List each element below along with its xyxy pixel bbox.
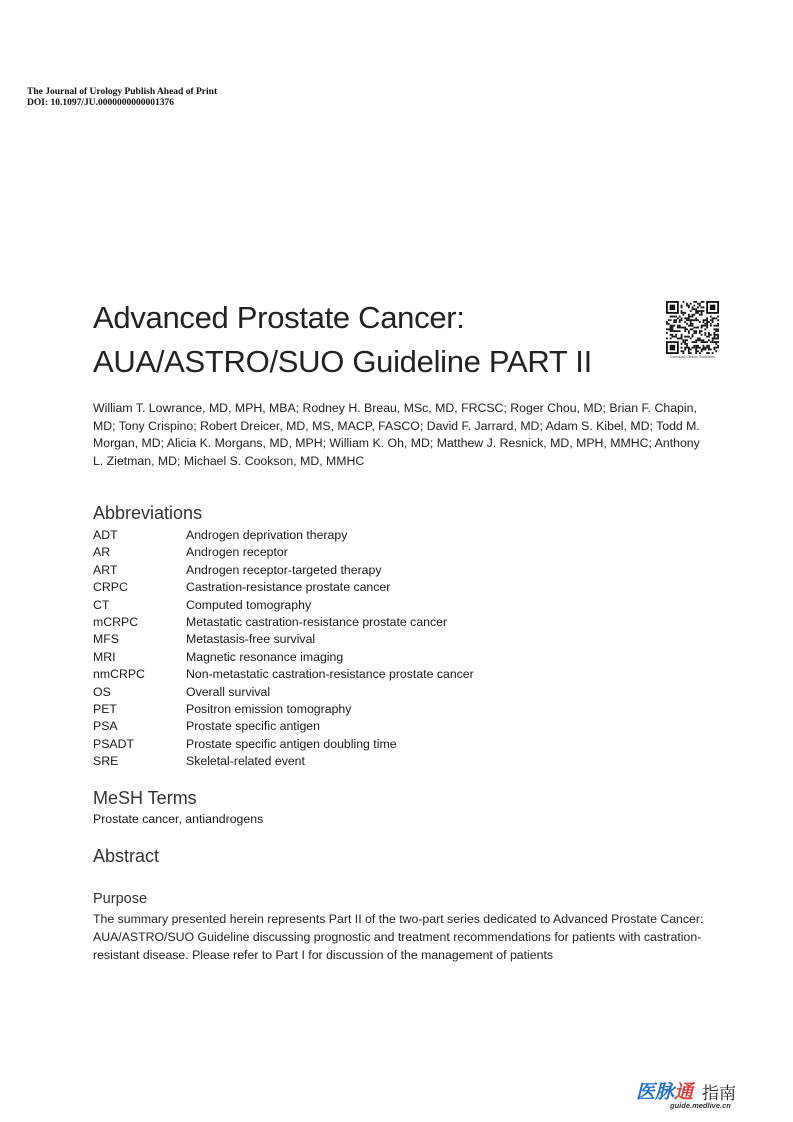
abbreviation-row bbox=[93, 666, 474, 683]
abbreviation-definition: Overall survival bbox=[186, 684, 271, 699]
abbreviation-term: MRI bbox=[93, 649, 116, 664]
journal-doi: DOI: 10.1097/JU.0000000000001376 bbox=[27, 98, 174, 108]
abbreviation-term: PSADT bbox=[93, 736, 134, 751]
qr-code[interactable] bbox=[666, 301, 719, 359]
abbreviation-term: CRPC bbox=[93, 580, 128, 595]
abbreviation-row bbox=[93, 614, 474, 631]
abbreviation-term: ART bbox=[93, 562, 118, 577]
medlive-logo-main: 医脉 bbox=[636, 1082, 675, 1103]
abbreviation-definition: Positron emission tomography bbox=[186, 701, 352, 716]
abbreviation-row bbox=[93, 649, 474, 666]
abbreviation-definition: Magnetic resonance imaging bbox=[186, 649, 344, 664]
abbreviation-row bbox=[93, 631, 474, 648]
watermark-guide-text: 指南 bbox=[702, 1084, 736, 1103]
journal-header bbox=[27, 87, 217, 109]
abbreviation-term: mCRPC bbox=[93, 614, 139, 629]
abbreviation-definition: Computed tomography bbox=[186, 597, 312, 612]
abbreviation-term: MFS bbox=[93, 632, 119, 647]
abbreviation-term: nmCRPC bbox=[93, 667, 145, 682]
abbreviation-definition: Skeletal-related event bbox=[186, 754, 305, 769]
abbreviation-definition: Non-metastatic castration-resistance prostate cancer bbox=[186, 667, 474, 682]
abbreviation-row bbox=[93, 527, 474, 544]
abbreviation-term: OS bbox=[93, 684, 111, 699]
abbreviations-list bbox=[93, 527, 474, 770]
abbreviation-row bbox=[93, 597, 474, 614]
abbreviation-row bbox=[93, 753, 474, 770]
medlive-logo bbox=[636, 1077, 693, 1104]
paper-title-line1: Advanced Prostate Cancer: bbox=[93, 300, 465, 335]
paper-title-line2: AUA/ASTRO/SUO Guideline PART II bbox=[93, 344, 592, 379]
purpose-heading: Purpose bbox=[93, 891, 148, 907]
medlive-logo-accent: 通 bbox=[674, 1082, 694, 1103]
abbreviation-definition: Metastatic castration-resistance prostate cancer bbox=[186, 614, 448, 629]
qr-caption: Download Clinical Guidelines bbox=[669, 355, 716, 359]
abbreviation-term: CT bbox=[93, 597, 110, 612]
abbreviation-term: AR bbox=[93, 545, 111, 560]
mesh-heading: MeSH Terms bbox=[93, 788, 197, 808]
abbreviation-definition: Androgen receptor bbox=[186, 545, 288, 560]
abstract-heading: Abstract bbox=[93, 846, 160, 866]
abbreviation-row bbox=[93, 544, 474, 561]
abbreviation-definition: Prostate specific antigen doubling time bbox=[186, 736, 397, 751]
abbreviation-definition: Castration-resistance prostate cancer bbox=[186, 580, 391, 595]
abbreviation-definition: Prostate specific antigen bbox=[186, 719, 320, 734]
medlive-watermark bbox=[636, 1077, 746, 1111]
paper-title bbox=[93, 296, 592, 384]
qr-code-icon bbox=[666, 301, 719, 354]
abbreviation-row bbox=[93, 579, 474, 596]
abbreviation-term: SRE bbox=[93, 754, 119, 769]
mesh-terms: Prostate cancer, antiandrogens bbox=[93, 812, 264, 826]
abbreviations-heading: Abbreviations bbox=[93, 503, 203, 523]
abbreviation-row bbox=[93, 736, 474, 753]
abbreviation-row bbox=[93, 701, 474, 718]
purpose-text: The summary presented herein represents Part II of the two-part series dedicated to Advanced Prostate Cancer: AUA/ASTRO/SUO Guideline discussing prognostic and treatment recommendations for patients with castration-resistant disease. Please refer to Part I for discussion of the management of patients bbox=[93, 912, 704, 962]
abbreviation-definition: Androgen deprivation therapy bbox=[186, 528, 348, 542]
journal-name: The Journal of Urology Publish Ahead of Print bbox=[27, 87, 218, 97]
abbreviation-row bbox=[93, 684, 474, 701]
abbreviation-term: PSA bbox=[93, 719, 118, 734]
author-list: William T. Lowrance, MD, MPH, MBA; Rodney H. Breau, MSc, MD, FRCSC; Roger Chou, MD; Brian F. Chapin, MD; Tony Crispino; Robert Dreicer, MD, MS, MACP, FASCO; David F. Jarrard, MD; Adam S. Kibel, MD; Todd M. Morgan, MD; Alicia K. Morgans, MD, MPH; William K. Oh, MD; Matthew J. Resnick, MD, MPH, MMHC; Anthony L. Zietman, MD; Michael S. Cookson, MD, MMHC bbox=[93, 401, 700, 468]
watermark-url: guide.medlive.cn bbox=[670, 1101, 731, 1110]
abbreviation-definition: Androgen receptor-targeted therapy bbox=[186, 562, 382, 577]
abbreviation-term: PET bbox=[93, 701, 117, 716]
abbreviation-term: ADT bbox=[93, 528, 118, 542]
abbreviation-row bbox=[93, 562, 474, 579]
abbreviation-definition: Metastasis-free survival bbox=[186, 632, 316, 647]
abbreviation-row bbox=[93, 718, 474, 735]
